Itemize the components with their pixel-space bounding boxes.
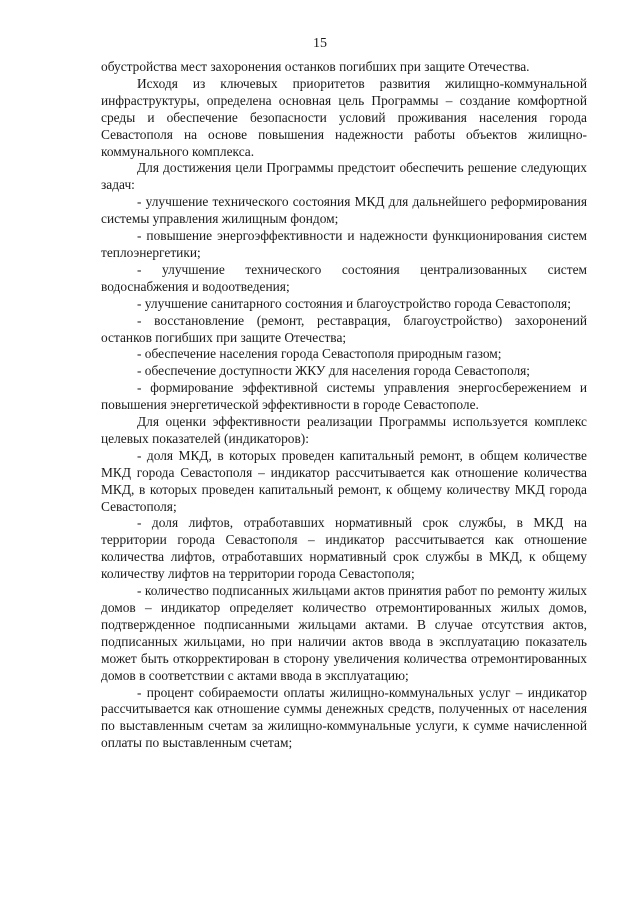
list-item: - повышение энергоэффективности и надежности функционирования систем теплоэнергетики; (101, 228, 587, 260)
list-item: - доля МКД, в которых проведен капитальный ремонт, в общем количестве МКД города Севастополя – индикатор рассчитывается как отношение количества МКД, в которых проведен капитальный ремонт, к общему количеству МКД города Севастополя; (101, 447, 587, 514)
document-body (101, 59, 587, 752)
list-item: - улучшение санитарного состояния и благоустройство города Севастополя; (137, 295, 571, 311)
list-item: - восстановление (ремонт, реставрация, благоустройство) захоронений останков погибших при защите Отечества; (101, 312, 587, 345)
paragraph: Исходя из ключевых приоритетов развития жилищно-коммунальной инфраструктуры, определена основная цель Программы – создание комфортной среды и обеспечение безопасности условий проживания населения города Севастополя на основе повышения надежности работы объектов жилищно-коммунального комплекса. (101, 75, 587, 159)
list-item: - обеспечение населения города Севастополя природным газом; (137, 346, 502, 362)
list-item: - количество подписанных жильцами актов принятия работ по ремонту жилых домов – индикатор определяет количество отремонтированных жилых домов, подтвержденное подписанными жильцами актами. В случае отсутствия актов, подписанных жильцами, но при наличии актов ввода в эксплуатацию показатель может быть откорректирован в сторону увеличения количества отремонтированных домов в соответствии с актами ввода в эксплуатацию; (101, 583, 587, 683)
paragraph: Для оценки эффективности реализации Программы используется комплекс целевых показателей (индикаторов): (101, 414, 587, 446)
paragraph: Для достижения цели Программы предстоит обеспечить решение следующих задач: (101, 160, 587, 193)
list-item: - формирование эффективной системы управления энергосбережением и повышения энергетической эффективности в городе Севастополе. (101, 380, 587, 413)
list-item: - улучшение технического состояния МКД для дальнейшего реформирования системы управления жилищным фондом; (101, 194, 587, 227)
page-number: 15 (313, 36, 327, 51)
list-item: - обеспечение доступности ЖКУ для населения города Севастополя; (137, 363, 531, 379)
list-item: - доля лифтов, отработавших нормативный срок службы, в МКД на территории города Севастополя – индикатор рассчитывается как отношение количества лифтов, отработавших нормативный срок службы в МКД, к общему количеству лифтов на территории города Севастополя; (101, 515, 587, 582)
list-item: - улучшение технического состояния централизованных систем водоснабжения и водоотведения; (101, 261, 587, 294)
paragraph: обустройства мест захоронения останков погибших при защите Отечества. (101, 59, 530, 74)
list-item: - процент собираемости оплаты жилищно-коммунальных услуг – индикатор рассчитывается как отношение суммы денежных средств, полученных от населения по выставленным счетам за жилищно-коммунальные услуги, к сумме начисленной оплаты по выставленным счетам; (101, 684, 587, 751)
